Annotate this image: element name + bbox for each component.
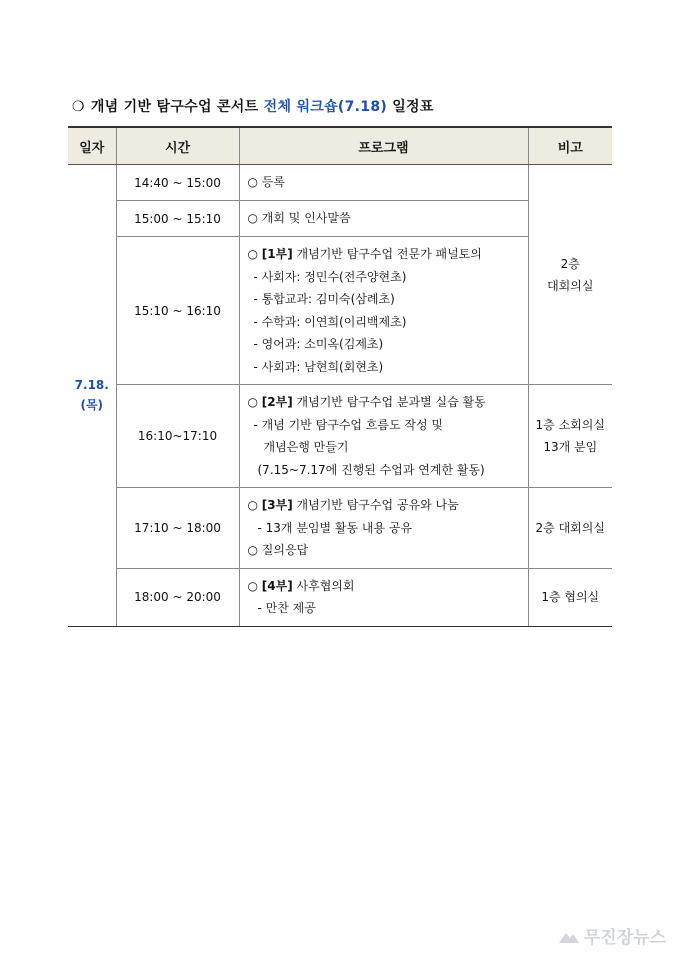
session-title: 사후협의회: [292, 578, 355, 593]
program-line: - 사회자: 정민수(전주양현초): [253, 269, 407, 284]
program-title-line: ○ [4부] 사후협의회: [247, 578, 355, 593]
table-row: [68, 488, 612, 569]
program-line: - 사회과: 남현희(회현초): [253, 359, 384, 374]
heading-text: 개념 기반 탐구수업 콘서트: [90, 99, 264, 115]
program-cell: [239, 165, 528, 201]
column-header-note: 비고: [528, 127, 612, 165]
column-header-date: 일자: [68, 127, 116, 165]
table-row: [68, 165, 612, 201]
schedule-heading: [72, 96, 434, 116]
table-row: [68, 385, 612, 488]
note-cell: 2층 대회의실: [528, 488, 612, 569]
column-header-time: 시간: [116, 127, 239, 165]
program-cell: [239, 568, 528, 626]
time-cell: 14:40 ~ 15:00: [116, 165, 239, 201]
schedule-table: [68, 126, 612, 627]
session-title: 개념기반 탐구수업 분과별 실습 활동: [292, 395, 486, 409]
time-cell: 16:10~17:10: [116, 385, 239, 488]
program-cell: [239, 385, 528, 488]
session-tag: [4부]: [261, 578, 293, 593]
program-line: ○ 등록: [247, 175, 285, 190]
heading-highlight: 전체 워크숍(7.18): [263, 99, 388, 115]
program-title-line: ○ [1부] 개념기반 탐구수업 전문가 패널토의: [247, 247, 482, 261]
program-line: (7.15~7.17에 진행된 수업과 연계한 활동): [257, 462, 485, 477]
date-cell: [68, 165, 116, 627]
program-line: - 13개 분임별 활동 내용 공유: [257, 520, 413, 535]
session-tag: [3부]: [261, 498, 293, 512]
time-cell: 17:10 ~ 18:00: [116, 488, 239, 569]
time-cell: 18:00 ~ 20:00: [116, 568, 239, 626]
note-cell: 1층 협의실: [528, 568, 612, 626]
day-text: (목): [80, 398, 104, 413]
note-cell: [528, 165, 612, 385]
date-text: 7.18.: [74, 378, 109, 393]
table-row: [68, 568, 612, 626]
program-line: - 만찬 제공: [257, 601, 316, 615]
watermark: [558, 923, 666, 948]
program-line: ○ 질의응답: [247, 543, 309, 557]
session-title: 개념기반 탐구수업 전문가 패널토의: [292, 247, 482, 261]
note-room: 대회의실: [547, 278, 594, 293]
mountain-logo-icon: [558, 928, 580, 944]
session-tag: [1부]: [261, 247, 293, 261]
program-cell: [239, 237, 528, 385]
program-line: - 통합교과: 김미숙(삼례초): [253, 292, 395, 306]
program-line: ○ 개회 및 인사말씀: [247, 211, 351, 226]
note-room: 1층 소회의실: [535, 418, 605, 432]
program-line: - 영어과: 소미옥(김제초): [253, 337, 384, 351]
note-floor: 2층: [560, 256, 580, 271]
session-tag: [2부]: [261, 395, 293, 409]
program-cell: [239, 488, 528, 569]
heading-bullet: ❍: [72, 99, 85, 115]
program-title-line: ○ [3부] 개념기반 탐구수업 공유와 나눔: [247, 498, 459, 512]
program-line: 개념은행 만들기: [263, 440, 349, 454]
watermark-text: 무진장뉴스: [583, 928, 666, 948]
column-header-program: 프로그램: [239, 127, 528, 165]
heading-suffix: 일정표: [387, 99, 434, 115]
program-line: - 수학과: 이연희(이리백제초): [253, 314, 407, 329]
program-cell: [239, 201, 528, 237]
note-groups: 13개 분임: [543, 440, 598, 454]
session-title: 개념기반 탐구수업 공유와 나눔: [292, 498, 459, 512]
program-line: - 개념 기반 탐구수업 흐름도 작성 및: [253, 417, 444, 432]
program-title-line: ○ [2부] 개념기반 탐구수업 분과별 실습 활동: [247, 395, 486, 409]
time-cell: 15:00 ~ 15:10: [116, 201, 239, 237]
time-cell: 15:10 ~ 16:10: [116, 237, 239, 385]
table-header-row: [68, 127, 612, 165]
note-cell: [528, 385, 612, 488]
